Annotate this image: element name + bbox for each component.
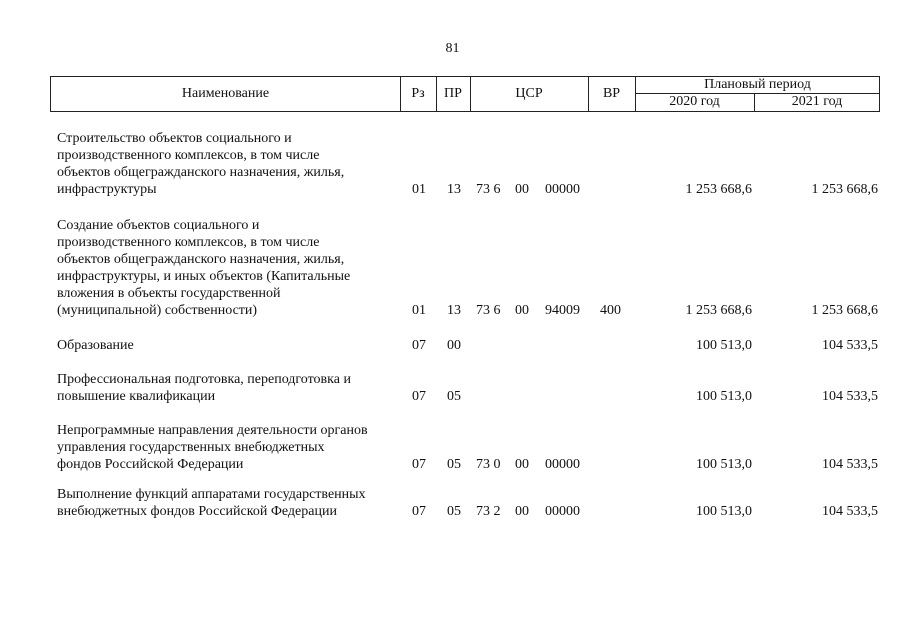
- row-csr-program: 73 6: [476, 303, 501, 318]
- header-vr: ВР: [602, 86, 621, 101]
- row-value-2021: 104 533,5: [822, 504, 878, 519]
- row-rz: 01: [412, 182, 426, 197]
- page-number: 81: [445, 41, 460, 56]
- row-name: Образование: [57, 338, 134, 353]
- row-value-2021: 104 533,5: [822, 338, 878, 353]
- header-year-2020: 2020 год: [669, 94, 720, 109]
- header-csr: ЦСР: [515, 86, 543, 101]
- header-name: Наименование: [181, 86, 270, 101]
- row-csr-direction: 94009: [545, 303, 580, 318]
- row-name: Строительство объектов социального и производственного комплексов, в том числе объектов общегражданского назначения, жилья, инфраструктуры: [57, 131, 345, 197]
- row-value-2021: 104 533,5: [822, 457, 878, 472]
- row-rz: 07: [412, 457, 426, 472]
- header-year-2021: 2021 год: [791, 94, 843, 109]
- row-csr-subprogram: 00: [515, 504, 529, 519]
- row-pr: 05: [447, 457, 461, 472]
- row-value-2021: 104 533,5: [822, 389, 878, 404]
- table-header: [50, 76, 880, 112]
- row-rz: 07: [412, 389, 426, 404]
- row-csr-subprogram: 00: [515, 303, 529, 318]
- row-name: Создание объектов социального и производственного комплексов, в том числе объектов общегражданского назначения, жилья, инфраструктуры, и иных объектов (Капитальные вложения в объекты государственной (муниципальной) собственности): [57, 218, 351, 318]
- row-pr: 05: [447, 504, 461, 519]
- row-value-2021: 1 253 668,6: [811, 182, 878, 197]
- row-csr-direction: 00000: [545, 504, 580, 519]
- row-value-2020: 1 253 668,6: [685, 303, 752, 318]
- row-value-2020: 100 513,0: [696, 338, 752, 353]
- row-pr: 13: [447, 303, 461, 318]
- row-csr-program: 73 0: [476, 457, 501, 472]
- row-csr-subprogram: 00: [515, 457, 529, 472]
- header-pr: ПР: [444, 86, 462, 101]
- row-csr-subprogram: 00: [515, 182, 529, 197]
- row-value-2021: 1 253 668,6: [811, 303, 878, 318]
- row-csr-direction: 00000: [545, 182, 580, 197]
- row-pr: 00: [447, 338, 461, 353]
- row-value-2020: 1 253 668,6: [685, 182, 752, 197]
- row-rz: 07: [412, 338, 426, 353]
- row-value-2020: 100 513,0: [696, 504, 752, 519]
- row-rz: 07: [412, 504, 426, 519]
- row-pr: 05: [447, 389, 461, 404]
- row-name: Непрограммные направления деятельности органов управления государственных внебюджетных фондов Российской Федерации: [57, 423, 368, 472]
- row-name: Профессиональная подготовка, переподготовка и повышение квалификации: [57, 372, 351, 404]
- row-vr: 400: [600, 303, 621, 318]
- header-rz: Рз: [411, 86, 425, 101]
- row-csr-program: 73 2: [476, 504, 501, 519]
- header-plan-period: Плановый период: [704, 77, 811, 92]
- row-csr-program: 73 6: [476, 182, 501, 197]
- row-rz: 01: [412, 303, 426, 318]
- row-csr-direction: 00000: [545, 457, 580, 472]
- row-value-2020: 100 513,0: [696, 389, 752, 404]
- row-value-2020: 100 513,0: [696, 457, 752, 472]
- row-pr: 13: [447, 182, 461, 197]
- row-name: Выполнение функций аппаратами государственных внебюджетных фондов Российской Федерации: [57, 487, 366, 519]
